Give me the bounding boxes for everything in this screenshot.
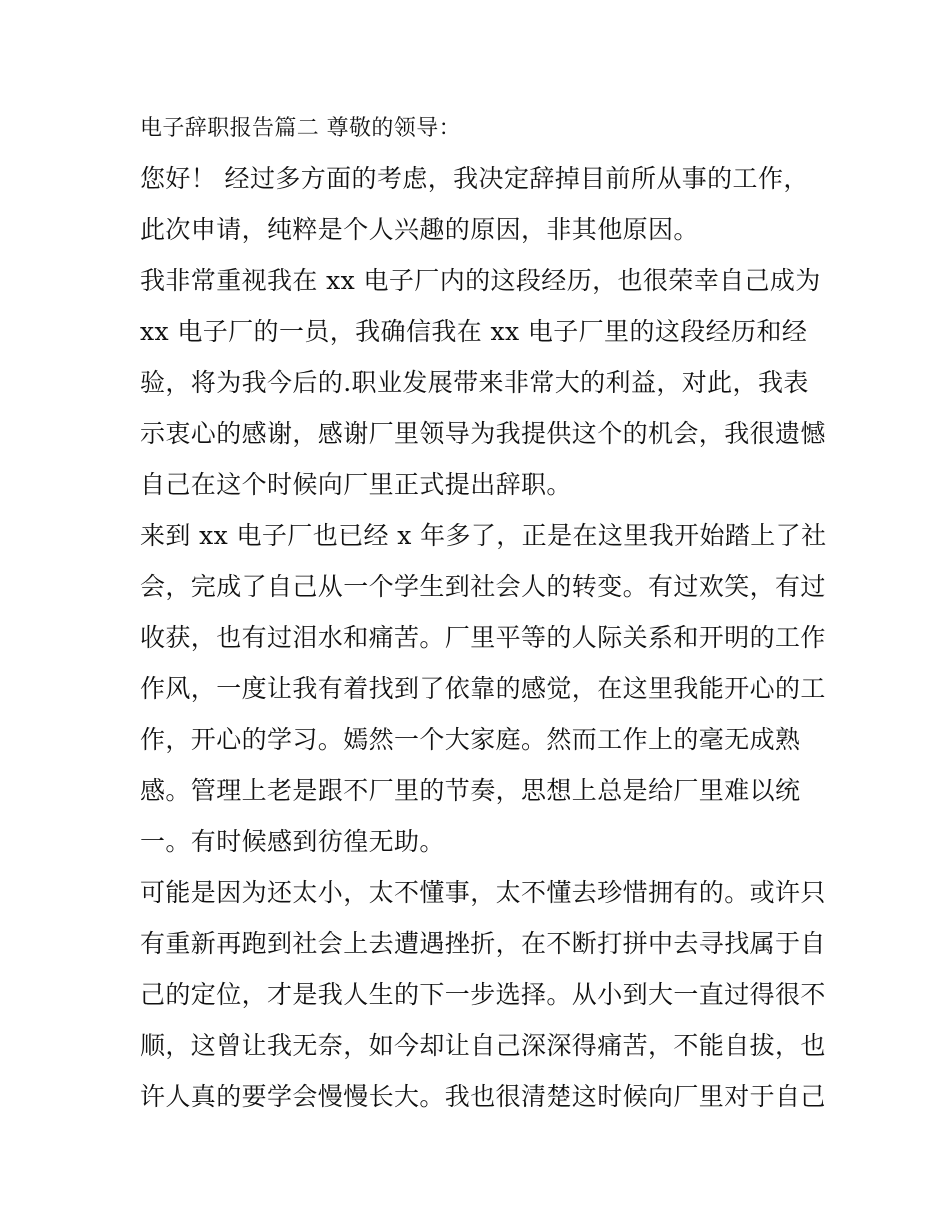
text-line: 顺，这曾让我无奈，如今却让自己深深得痛苦，不能自拔，也: [140, 1031, 826, 1060]
text-line: 一。有时候感到彷徨无助。: [140, 827, 445, 856]
text-line: xx 电子厂的一员，我确信我在 xx 电子厂里的这段经历和经: [140, 317, 808, 346]
text-line: 验，将为我今后的.职业发展带来非常大的利益，对此，我表: [140, 368, 809, 397]
text-line: 自己在这个时候向厂里正式提出辞职。: [140, 470, 572, 499]
text-line: 此次申请，纯粹是个人兴趣的原因，非其他原因。: [140, 215, 699, 244]
document-heading: 电子辞职报告篇二 尊敬的领导：: [140, 116, 461, 141]
text-line: 您好！ 经过多方面的考虑，我决定辞掉目前所从事的工作，: [140, 164, 809, 193]
text-line: 会，完成了自己从一个学生到社会人的转变。有过欢笑，有过: [140, 572, 826, 601]
text-line: 我非常重视我在 xx 电子厂内的这段经历，也很荣幸自己成为: [140, 266, 821, 295]
text-line: 可能是因为还太小，太不懂事，太不懂去珍惜拥有的。或许只: [140, 878, 826, 907]
text-line: 收获，也有过泪水和痛苦。厂里平等的人际关系和开明的工作: [140, 623, 826, 652]
text-line: 作，开心的学习。嫣然一个大家庭。然而工作上的毫无成熟: [140, 725, 801, 754]
text-line: 许人真的要学会慢慢长大。我也很清楚这时候向厂里对于自己: [140, 1082, 826, 1111]
text-line: 作风，一度让我有着找到了依靠的感觉，在这里我能开心的工: [140, 674, 826, 703]
text-line: 己的定位，才是我人生的下一步选择。从小到大一直过得很不: [140, 980, 826, 1009]
text-line: 有重新再跑到社会上去遭遇挫折，在不断打拼中去寻找属于自: [140, 929, 826, 958]
text-line: 感。管理上老是跟不厂里的节奏，思想上总是给厂里难以统: [140, 776, 801, 805]
text-line: 示衷心的感谢，感谢厂里领导为我提供这个的机会，我很遗憾: [140, 419, 826, 448]
text-line: 来到 xx 电子厂也已经 x 年多了，正是在这里我开始踏上了社: [140, 521, 827, 550]
